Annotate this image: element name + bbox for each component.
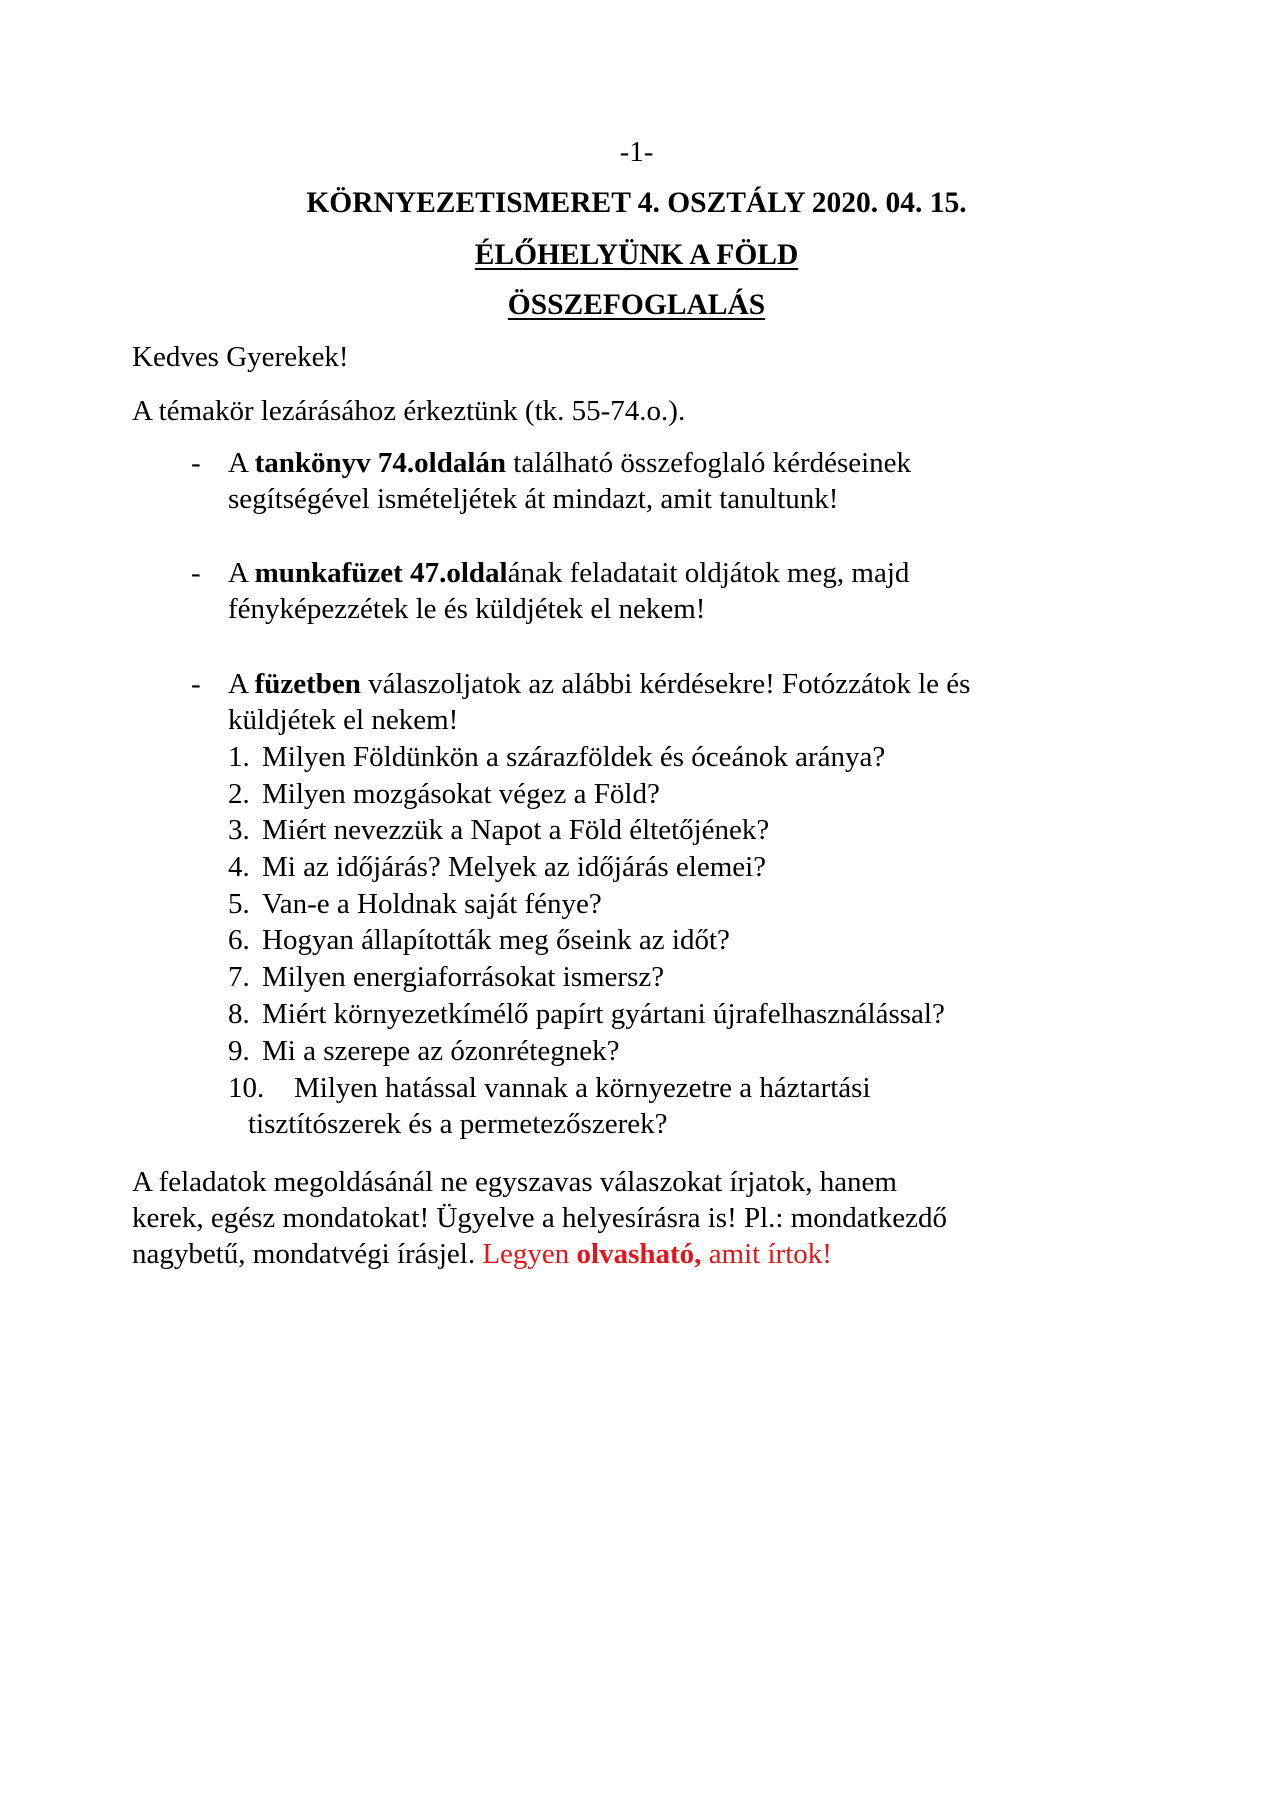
question-text: Milyen hatással vannak a környezetre a háztartási [294,1072,871,1104]
bullet-line2: segítségével ismételjétek át mindazt, amit tanultunk! [228,483,839,515]
bullet-text: A [228,668,255,700]
question-text-continued: tisztítószerek és a permetezőszerek? [248,1108,668,1140]
dash-marker: - [191,668,201,700]
question-number: 9. [228,1035,250,1067]
subtopic-heading-text: ÖSSZEFOGLALÁS [507,289,766,321]
topic-heading-text: ÉLŐHELYÜNK A FÖLD [474,239,799,271]
bullet-line1 [228,555,909,591]
question-item [228,739,885,775]
question-number: 7. [228,961,250,993]
question-number: 4. [228,851,250,883]
question-number: 2. [228,778,250,810]
closing-line: A feladatok megoldásánál ne egyszavas válaszokat írjatok, hanem [132,1166,897,1198]
question-item [228,1033,619,1069]
dash-marker: - [191,447,201,479]
bullet-text: A [228,557,255,589]
closing-line [132,1236,832,1272]
question-text: Milyen Földünkön a szárazföldek és óceánok aránya? [262,741,886,773]
closing-text: nagybetű, mondatvégi írásjel. [132,1238,483,1270]
bullet-text: válaszoljatok az alábbi kérdésekre! Fotózzátok le és [360,668,971,700]
bullet-bold-text: munkafüzet 47.oldal [254,557,508,589]
emphasis-red-text: Legyen [482,1238,577,1270]
closing-line: kerek, egész mondatokat! Ügyelve a helyesírásra is! Pl.: mondatkezdő [132,1202,947,1234]
question-text: Miért nevezzük a Napot a Föld éltetőjének? [262,814,770,846]
question-number: 10. [228,1072,265,1104]
question-text: Van-e a Holdnak saját fénye? [262,888,602,920]
bullet-line1 [228,666,970,702]
question-item [228,776,660,812]
question-number: 8. [228,998,250,1030]
topic-heading [0,237,1273,273]
emphasis-red-bold-text: olvasható, [576,1238,702,1270]
question-number: 6. [228,924,250,956]
greeting: Kedves Gyerekek! [132,341,349,373]
question-text: Mi a szerepe az ózonrétegnek? [262,1035,620,1067]
bullet-line1 [228,445,911,481]
question-number: 1. [228,741,250,773]
page-number: -1- [619,136,654,168]
document-title: KÖRNYEZETISMERET 4. OSZTÁLY 2020. 04. 15. [306,187,967,219]
bullet-text: ának feladatait oldjátok meg, majd [507,557,910,589]
question-number: 5. [228,888,250,920]
question-text: Hogyan állapították meg őseink az időt? [262,924,730,956]
question-text: Miért környezetkímélő papírt gyártani újrafelhasználással? [262,998,945,1030]
bullet-line2: küldjétek el nekem! [228,704,459,736]
intro-paragraph: A témakör lezárásához érkeztünk (tk. 55-74.o.). [132,395,686,427]
bullet-text: található összefoglaló kérdéseinek [506,447,912,479]
question-item [228,1070,871,1106]
question-text: Milyen energiaforrásokat ismersz? [262,961,665,993]
question-item [228,812,769,848]
question-item [228,849,766,885]
dash-marker: - [191,557,201,589]
question-number: 3. [228,814,250,846]
question-text: Milyen mozgásokat végez a Föld? [262,778,660,810]
question-text: Mi az időjárás? Melyek az időjárás elemei? [262,851,767,883]
bullet-line2: fényképezzétek le és küldjétek el nekem! [228,593,706,625]
emphasis-red-text: amit írtok! [701,1238,832,1270]
bullet-bold-text: füzetben [254,668,361,700]
subtopic-heading [0,287,1273,323]
bullet-text: A [228,447,255,479]
question-item [228,996,945,1032]
question-item [228,886,602,922]
question-item [228,959,664,995]
question-item [228,922,730,958]
bullet-bold-text: tankönyv 74.oldalán [254,447,507,479]
